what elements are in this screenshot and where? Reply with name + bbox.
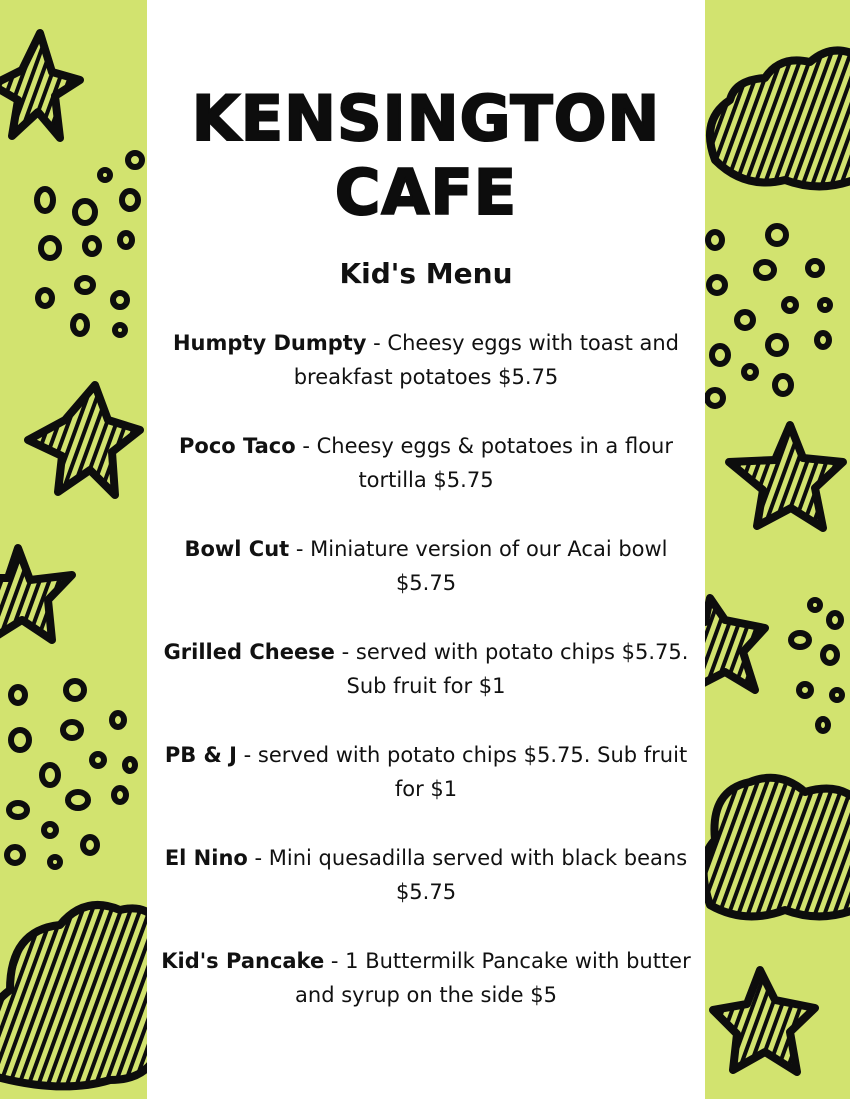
star-icon <box>0 33 80 138</box>
menu-item-separator: - <box>247 846 269 870</box>
menu-subtitle: Kid's Menu <box>339 257 513 290</box>
menu-item <box>161 429 691 532</box>
menu-item-separator: - <box>334 640 356 664</box>
menu-item-description: served with potato chips $5.75. Sub fruit for $1 <box>346 640 689 698</box>
menu-list <box>161 326 691 1047</box>
polka-dots <box>7 681 135 867</box>
cloud-icon <box>705 778 850 917</box>
menu-item-description: Miniature version of our Acai bowl $5.75 <box>310 537 668 595</box>
menu-item-separator: - <box>236 743 258 767</box>
menu-item-name: Bowl Cut <box>184 537 290 561</box>
title-line-2: CAFE <box>334 156 518 229</box>
cafe-title <box>147 82 705 230</box>
menu-item-separator: - <box>324 949 346 973</box>
menu-item-name: Kid's Pancake <box>161 949 325 973</box>
menu-panel <box>147 0 705 1099</box>
star-icon <box>28 385 140 495</box>
menu-item-description: Cheesy eggs & potatoes in a flour tortilla $5.75 <box>316 434 673 492</box>
menu-item-description: served with potato chips $5.75. Sub fruit for $1 <box>257 743 688 801</box>
menu-item-name: Poco Taco <box>179 434 296 458</box>
menu-item-description: 1 Buttermilk Pancake with butter and syrup on the side $5 <box>295 949 691 1007</box>
menu-item <box>161 738 691 841</box>
menu-item <box>161 326 691 429</box>
menu-item-separator: - <box>289 537 311 561</box>
right-decoration-strip <box>705 0 850 1099</box>
menu-item-name: Humpty Dumpty <box>172 331 367 355</box>
title-line-1: KENSINGTON <box>191 82 661 155</box>
menu-item <box>161 841 691 944</box>
cloud-icon <box>0 905 147 1086</box>
polka-dots <box>707 226 830 406</box>
star-icon <box>0 548 72 640</box>
star-icon <box>729 425 843 528</box>
menu-item-description: Mini quesadilla served with black beans $5.75 <box>268 846 688 904</box>
star-icon <box>705 598 765 690</box>
left-decoration-strip <box>0 0 147 1099</box>
menu-item-name: PB & J <box>164 743 237 767</box>
menu-item <box>161 532 691 635</box>
menu-item-name: El Nino <box>164 846 248 870</box>
menu-item <box>161 944 691 1047</box>
menu-item-separator: - <box>366 331 388 355</box>
menu-item-name: Grilled Cheese <box>163 640 335 664</box>
polka-dots <box>791 600 842 731</box>
menu-item <box>161 635 691 738</box>
star-icon <box>713 970 815 1072</box>
cloud-icon <box>710 50 850 186</box>
menu-item-separator: - <box>295 434 317 458</box>
polka-dots <box>37 153 142 335</box>
menu-item-description: Cheesy eggs with toast and breakfast potatoes $5.75 <box>293 331 680 389</box>
